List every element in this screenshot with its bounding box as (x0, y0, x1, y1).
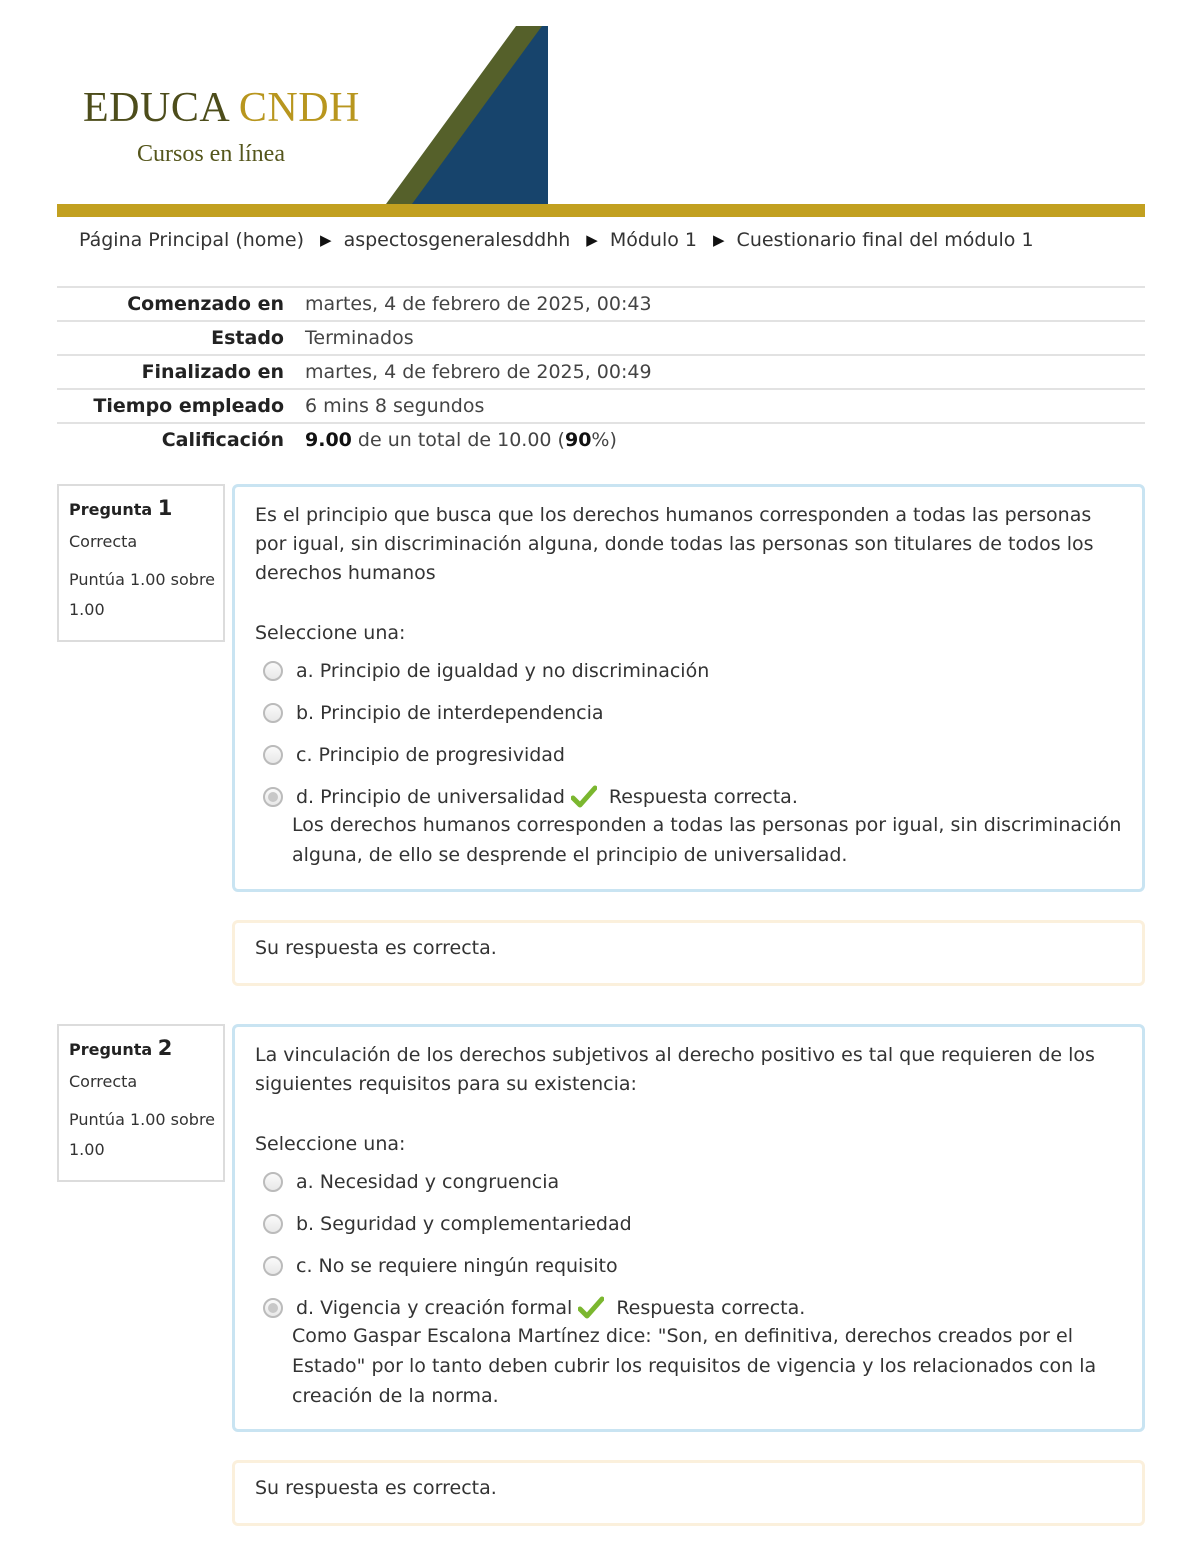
attempt-summary-table (57, 286, 1145, 456)
answer-options (255, 650, 1122, 870)
answer-option-c[interactable] (255, 734, 1122, 776)
logo-subtitle: Cursos en línea (137, 141, 285, 167)
logo-word-cndh: CNDH (238, 85, 360, 131)
radio-button[interactable] (263, 1256, 283, 1276)
answer-label: a. Principio de igualdad y no discriminación (296, 660, 710, 682)
grade-total: de un total de 10.00 ( (351, 429, 565, 451)
answer-label: b. Principio de interdependencia (296, 702, 604, 724)
outcome-text: Su respuesta es correcta. (255, 937, 497, 959)
summary-value: martes, 4 de febrero de 2025, 00:49 (305, 361, 652, 383)
question-info-1 (57, 484, 225, 642)
summary-value: 6 mins 8 segundos (305, 395, 485, 417)
question-number-value: 2 (157, 1036, 173, 1060)
check-icon (571, 785, 597, 809)
question-state: Correcta (69, 532, 138, 551)
summary-label: Tiempo empleado (93, 395, 284, 417)
answer-label: b. Seguridad y complementariedad (296, 1213, 632, 1235)
question-prompt: Seleccione una: (255, 1133, 406, 1155)
answer-label: d. Principio de universalidad (296, 786, 565, 808)
summary-row-grade (57, 422, 1145, 456)
breadcrumb-course-link[interactable]: aspectosgeneralesddhh (343, 229, 571, 251)
summary-value (284, 429, 617, 451)
answer-label: a. Necesidad y congruencia (296, 1171, 560, 1193)
question-grade: Puntúa 1.00 sobre 1.00 (69, 570, 216, 619)
summary-row-started (57, 286, 1145, 320)
grade-percent-sign: %) (591, 429, 617, 451)
breadcrumb-arrow-icon: ▶ (713, 231, 725, 249)
question-content-2 (232, 1024, 1145, 1432)
answer-option-c[interactable] (255, 1245, 1122, 1287)
radio-button-selected[interactable] (263, 787, 283, 807)
radio-button-selected[interactable] (263, 1298, 283, 1318)
radio-button[interactable] (263, 703, 283, 723)
answer-options (255, 1161, 1122, 1411)
radio-button[interactable] (263, 745, 283, 765)
question-label: Pregunta (69, 500, 153, 519)
question-info-2 (57, 1024, 225, 1182)
check-icon (578, 1296, 604, 1320)
radio-button[interactable] (263, 661, 283, 681)
summary-row-finished (57, 354, 1145, 388)
question-prompt: Seleccione una: (255, 622, 406, 644)
question-text: La vinculación de los derechos subjetivos al derecho positivo es tal que requieren de los siguientes requisitos para su existencia: (255, 1044, 1095, 1095)
summary-label: Comenzado en (127, 293, 284, 315)
logo-navy-panel (412, 26, 548, 204)
correct-answer-label: Respuesta correcta. (608, 786, 798, 808)
answer-option-a[interactable] (255, 1161, 1122, 1203)
outcome-feedback-2 (232, 1460, 1145, 1526)
summary-label: Estado (211, 327, 284, 349)
question-number (69, 496, 223, 520)
radio-button[interactable] (263, 1172, 283, 1192)
outcome-text: Su respuesta es correcta. (255, 1477, 497, 1499)
outcome-feedback-1 (232, 920, 1145, 986)
answer-option-b[interactable] (255, 1203, 1122, 1245)
site-logo[interactable] (83, 84, 360, 132)
summary-value: martes, 4 de febrero de 2025, 00:43 (305, 293, 652, 315)
correct-answer-label: Respuesta correcta. (616, 1297, 806, 1319)
question-label: Pregunta (69, 1040, 153, 1059)
question-content-1 (232, 484, 1145, 892)
question-text: Es el principio que busca que los derechos humanos corresponden a todas las personas por igual, sin discriminación alguna, donde todas las personas son titulares de todos los derechos humanos (255, 504, 1094, 584)
breadcrumb-arrow-icon: ▶ (320, 231, 332, 249)
grade-score: 9.00 (305, 429, 352, 451)
logo-banner-shape (382, 26, 548, 206)
radio-button[interactable] (263, 1214, 283, 1234)
answer-label: c. Principio de progresividad (296, 744, 565, 766)
specific-feedback: Los derechos humanos corresponden a todas las personas por igual, sin discriminación alguna, de ello se desprende el principio de universalidad. (292, 814, 1122, 866)
summary-row-state (57, 320, 1145, 354)
answer-label: c. No se requiere ningún requisito (296, 1255, 618, 1277)
breadcrumb (79, 229, 1034, 251)
specific-feedback: Como Gaspar Escalona Martínez dice: "Son, en definitiva, derechos creados por el Estado" por lo tanto deben cubrir los requisitos de vigencia y los relacionados con la creación de la norma. (292, 1325, 1097, 1407)
summary-value: Terminados (305, 327, 414, 349)
logo-word-educa: EDUCA (83, 85, 228, 131)
answer-label: d. Vigencia y creación formal (296, 1297, 573, 1319)
header-gold-bar (57, 204, 1145, 217)
question-grade: Puntúa 1.00 sobre 1.00 (69, 1110, 216, 1159)
breadcrumb-module-link[interactable]: Módulo 1 (609, 229, 697, 251)
summary-label: Calificación (161, 429, 284, 451)
answer-option-b[interactable] (255, 692, 1122, 734)
question-number (69, 1036, 223, 1060)
breadcrumb-home-link[interactable]: Página Principal (home) (79, 229, 305, 251)
question-number-value: 1 (157, 496, 173, 520)
breadcrumb-arrow-icon: ▶ (586, 231, 598, 249)
question-state: Correcta (69, 1072, 138, 1091)
summary-row-time (57, 388, 1145, 422)
answer-option-a[interactable] (255, 650, 1122, 692)
site-header (57, 26, 1145, 216)
breadcrumb-quiz-link[interactable]: Cuestionario final del módulo 1 (736, 229, 1034, 251)
summary-label: Finalizado en (141, 361, 284, 383)
grade-percent: 90 (564, 429, 592, 451)
